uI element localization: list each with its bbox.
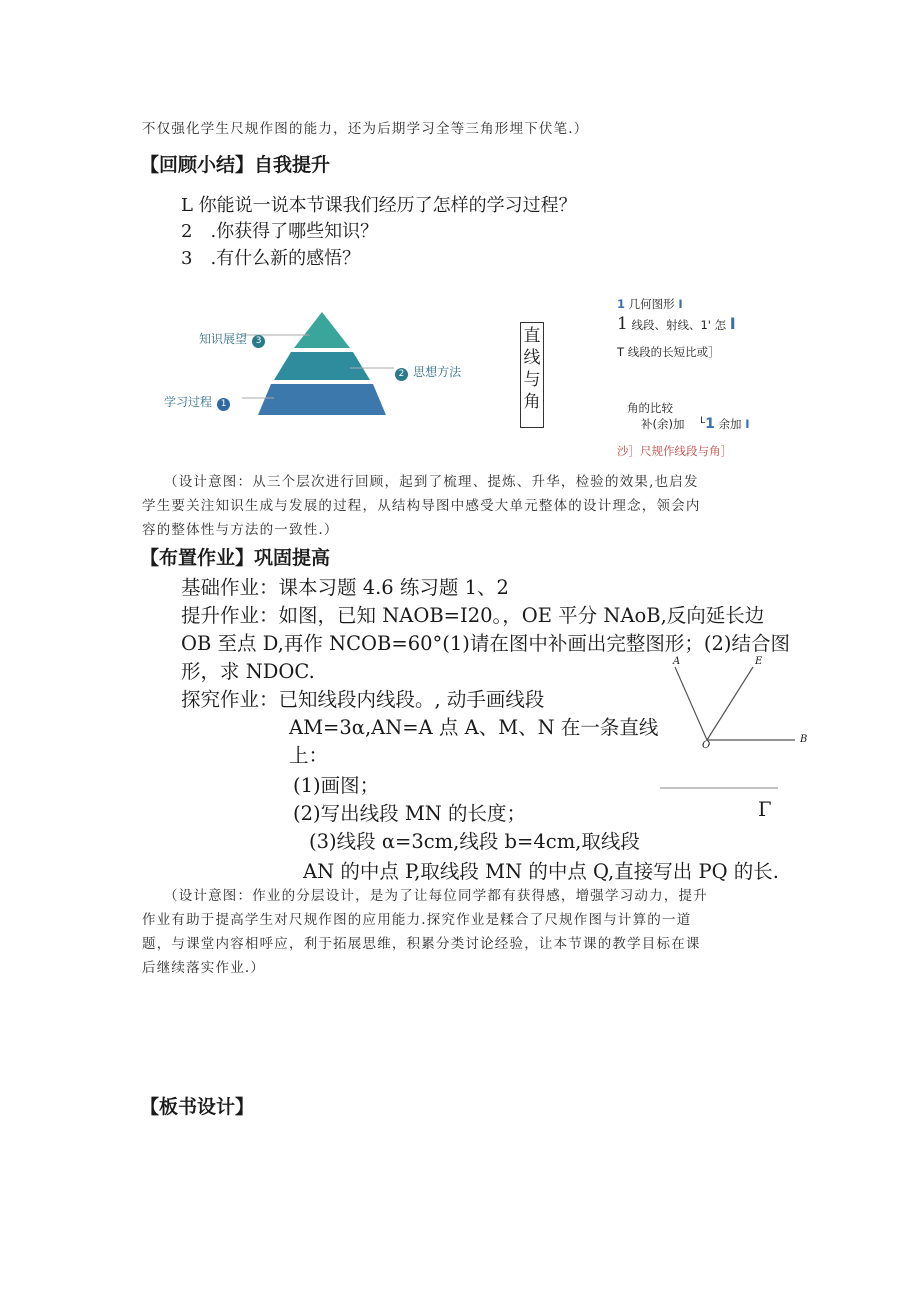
mindmap-line-4: 角的比较 xyxy=(627,401,673,415)
pyramid-number-mid: 2 xyxy=(395,368,408,381)
mindmap-mark: I xyxy=(678,297,683,311)
mindmap-mark: I xyxy=(729,314,736,333)
homework-explore-line-3: 上： xyxy=(289,744,329,767)
homework-explore-line-7: AN 的中点 P,取线段 MN 的中点 Q,直接写出 PQ 的长. xyxy=(303,860,779,883)
mindmap-text: 线段的长短比或］ xyxy=(627,345,720,359)
pyramid-label-mid: 思想方法 xyxy=(413,365,462,379)
angle-figure xyxy=(660,655,820,795)
mindmap-mark: T xyxy=(617,345,625,359)
board-design-heading: 【板书设计】 xyxy=(140,1096,255,1118)
vertical-char: 直 xyxy=(523,326,541,346)
review-heading: 【回顾小结】自我提升 xyxy=(140,154,331,176)
vertical-char: 角 xyxy=(523,392,541,412)
mindmap-mark: 1 xyxy=(617,314,628,334)
design-intent-2-line-4: 后继续落实作业.） xyxy=(142,960,266,976)
design-intent-2-line-3: 题，与课堂内容相呼应，利于拓展思维，积累分类讨论经验，让本节课的教学目标在课 xyxy=(142,936,701,952)
homework-explore-line-5: (2)写出线段 MN 的长度； xyxy=(293,802,527,825)
review-question-2: 2 .你获得了哪些知识？ xyxy=(181,221,379,242)
pyramid-top-layer xyxy=(294,312,350,348)
review-question-3: 3 .有什么新的感悟？ xyxy=(181,248,361,269)
pyramid-label-top: 知识展望 xyxy=(199,332,248,346)
homework-advanced-line-2: OB 至点 D,再作 NCOB=60°(1)请在图中补画出完整图形；(2)结合图 xyxy=(181,632,790,655)
pyramid-number-bottom: 1 xyxy=(217,398,230,411)
design-intent-2-line-1: （设计意图：作业的分层设计，是为了让每位同学都有获得感，增强学习动力，提升 xyxy=(164,888,708,904)
mindmap-mark: 1 xyxy=(617,297,626,311)
mindmap-line-5 xyxy=(641,416,750,432)
pyramid-number-top: 3 xyxy=(252,335,265,348)
mindmap-text: 补(余)加 xyxy=(641,417,685,431)
mindmap-line-2 xyxy=(617,314,736,334)
homework-explore-line-4: (1)画图； xyxy=(293,774,380,797)
pyramid-label-top-group xyxy=(199,328,265,348)
design-intent-2-line-2: 作业有助于提高学生对尺规作图的应用能力.探究作业是糅合了尺规作图与计算的一道 xyxy=(142,912,692,928)
homework-explore-line-6: (3)线段 α=3cm,线段 b=4cm,取线段 xyxy=(309,830,640,853)
homework-explore-line-1: 探究作业：已知线段内线段。, 动手画线段 xyxy=(181,688,545,711)
pyramid-mid-layer xyxy=(274,352,370,380)
mindmap-mark: 1 xyxy=(705,416,715,432)
pyramid-label-mid-group xyxy=(395,361,461,381)
ray-OE xyxy=(707,667,753,740)
point-label-E: E xyxy=(755,656,763,667)
mindmap-mark: I xyxy=(745,417,750,431)
homework-advanced-line-3: 形，求 NDOC. xyxy=(181,660,315,683)
vertical-char: 与 xyxy=(523,370,541,390)
design-intent-1-line-1: （设计意图：从三个层次进行回顾，起到了梳理、提炼、升华，检验的效果,也启发 xyxy=(164,474,699,490)
mindmap-text: 怎 xyxy=(714,318,727,332)
homework-basic: 基础作业：课本习题 4.6 练习题 1、2 xyxy=(181,576,509,599)
design-intent-1-line-2: 学生要关注知识生成与发展的过程，从结构导图中感受大单元整体的设计理念，领会内 xyxy=(142,498,701,514)
mindmap-text: 几何图形 xyxy=(628,297,675,311)
mindmap-line-1 xyxy=(617,296,683,312)
intro-line: 不仅强化学生尺规作图的能力，还为后期学习全等三角形埋下伏笔.） xyxy=(142,121,589,137)
point-label-A: A xyxy=(673,656,681,667)
mindmap-text: 余加 xyxy=(718,417,742,431)
mindmap-text: 线段、射线、1' xyxy=(631,318,711,332)
pyramid-label-bottom-group xyxy=(164,391,230,411)
design-intent-1-line-3: 容的整体性与方法的一致性.） xyxy=(142,522,339,538)
pyramid-label-bottom: 学习过程 xyxy=(164,395,213,409)
vertical-char: 线 xyxy=(523,348,541,368)
mindmap-vertical-title xyxy=(520,322,544,428)
point-label-O: O xyxy=(702,740,711,751)
homework-heading: 【布置作业】巩固提高 xyxy=(140,547,331,569)
mindmap-mark: L xyxy=(700,416,706,426)
pyramid-bottom-layer xyxy=(258,384,386,415)
ray-OA xyxy=(675,667,707,740)
mindmap-line-3 xyxy=(617,344,720,360)
homework-explore-line-2: AM=3α,AN=A 点 A、M、N 在一条直线 xyxy=(289,716,659,739)
point-label-B: B xyxy=(800,734,808,745)
homework-explore-mark: Γ xyxy=(758,798,772,821)
mindmap-line-6: 沙］尺规作线段与角］ xyxy=(617,444,732,458)
review-question-1: L 你能说一说本节课我们经历了怎样的学习过程？ xyxy=(181,195,577,216)
homework-advanced-line-1: 提升作业：如图，已知 NAOB=I20。，OE 平分 NAoB,反向延长边 xyxy=(181,604,765,627)
